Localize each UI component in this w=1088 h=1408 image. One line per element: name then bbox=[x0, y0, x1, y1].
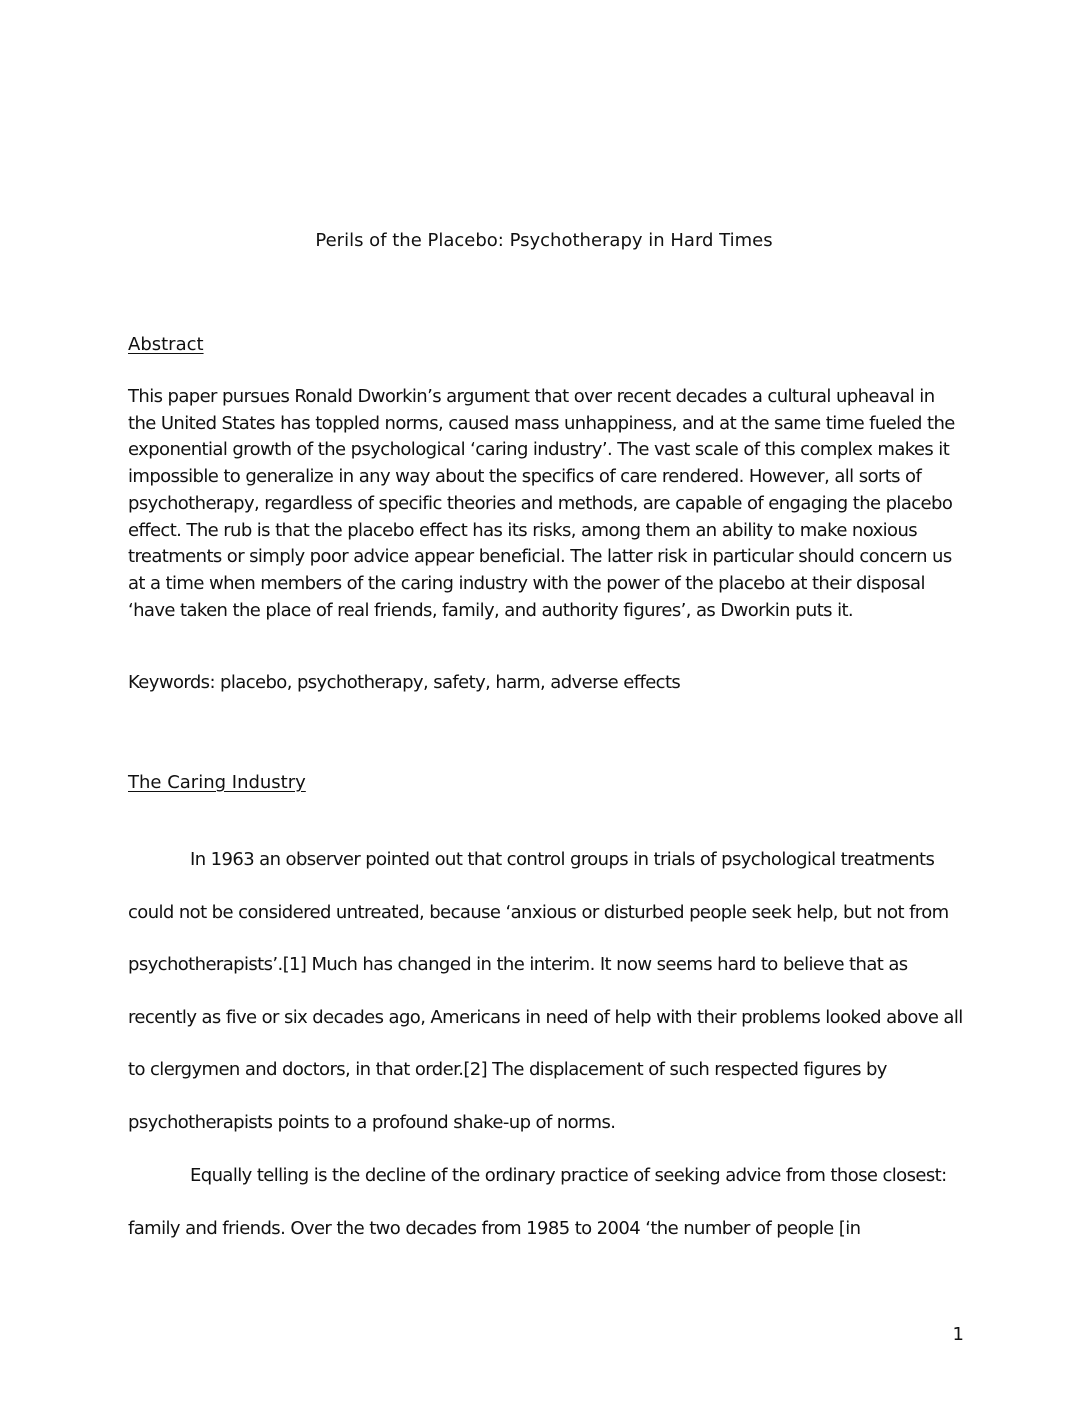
keywords-line: Keywords: placebo, psychotherapy, safety, harm, adverse effects bbox=[128, 672, 681, 693]
abstract-heading: Abstract bbox=[128, 334, 204, 355]
abstract-text: This paper pursues Ronald Dworkin’s argument that over recent decades a cultural upheaval in the United States has toppled norms, caused mass unhappiness, and at the same time fueled the exponential growth of the psychological ‘caring industry’. The vast scale of this complex makes it impossible to generalize in any way about the specifics of care rendered. However, all sorts of psychotherapy, regardless of specific theories and methods, are capable of engaging the placebo effect. The rub is that the placebo effect has its risks, among them an ability to make noxious treatments or simply poor advice appear beneficial. The latter risk in particular should concern us at a time when members of the caring industry with the power of the placebo at their disposal ‘have taken the place of real friends, family, and authority figures’, as Dworkin puts it. bbox=[128, 386, 955, 621]
paper-title: Perils of the Placebo: Psychotherapy in Hard Times bbox=[315, 230, 773, 251]
section-heading-caring-industry: The Caring Industry bbox=[128, 772, 306, 793]
page-number: 1 bbox=[952, 1324, 964, 1345]
body-paragraph-1: In 1963 an observer pointed out that control groups in trials of psychological treatments could not be considered untreated, because ‘anxious or disturbed people seek help, but not from psychotherapists’.[1] Much has changed in the interim. It now seems hard to believe that as recently as five or six decades ago, Americans in need of help with their problems looked above all to clergymen and doctors, in that order.[2] The displacement of such respected figures by psychotherapists points to a profound shake-up of norms. bbox=[128, 849, 963, 1133]
body-paragraph-2: Equally telling is the decline of the ordinary practice of seeking advice from those closest: family and friends. Over the two decades from 1985 to 2004 ‘the number of people [in bbox=[128, 1165, 947, 1239]
